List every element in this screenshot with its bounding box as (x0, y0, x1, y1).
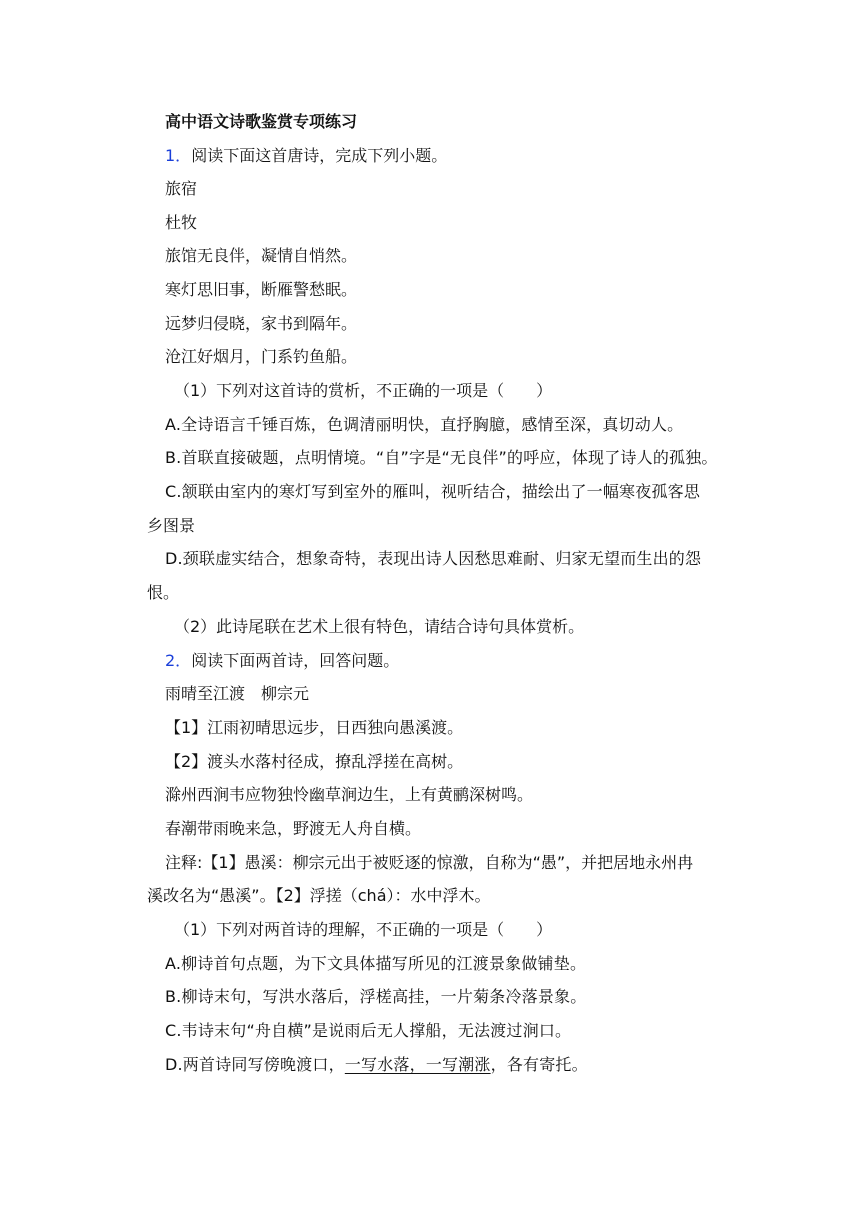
option-d: D.颈联虚实结合，想象奇特，表现出诗人因愁思难耐、归家无望而生出的怨 (165, 549, 702, 568)
option-a: A.柳诗首句点题，为下文具体描写所见的江渡景象做铺垫。 (165, 954, 587, 973)
question-1-sub1: （1）下列对这首诗的赏析，不正确的一项是（ ） (174, 381, 553, 400)
option-c-continued: 乡图景 (147, 516, 196, 535)
question-2-prompt-text: 阅读下面两首诗，回答问题。 (191, 651, 400, 670)
option-c: C.韦诗末句“舟自横”是说雨后无人撑船，无法渡过涧口。 (165, 1021, 572, 1040)
poem-line: 【2】渡头水落村径成，撩乱浮搓在高树。 (165, 752, 464, 771)
question-1-prompt (165, 148, 735, 164)
poem-title: 旅宿 (165, 179, 198, 198)
annotation-continued: 溪改名为“愚溪”。【2】浮搓（chá）：水中浮木。 (147, 886, 491, 905)
poem-line: 滁州西涧韦应物独怜幽草涧边生，上有黄鹂深树鸣。 (165, 785, 534, 804)
question-1-sub2: （2）此诗尾联在艺术上很有特色，请结合诗句具体赏析。 (174, 617, 585, 636)
poem-author: 杜牧 (165, 213, 198, 232)
poem-line: 寒灯思旧事，断雁警愁眠。 (165, 280, 358, 299)
question-2-prompt (165, 653, 735, 669)
option-b: B.柳诗末句，写洪水落后，浮槎高挂，一片菊条冷落景象。 (165, 987, 587, 1006)
page-title: 高中语文诗歌鉴赏专项练习 (165, 112, 358, 131)
option-b: B.首联直接破题，点明情境。“自”字是“无良伴”的呼应，体现了诗人的孤独。 (165, 448, 718, 467)
underlined-text: 一写水落，一写潮涨 (344, 1055, 491, 1074)
question-2-sub1: （1）下列对两首诗的理解，不正确的一项是（ ） (174, 920, 553, 939)
poem-heading: 雨晴至江渡 柳宗元 (165, 684, 310, 703)
option-d (165, 1057, 735, 1073)
question-1-number: 1． (165, 146, 192, 165)
poem-line: 远梦归侵晓，家书到隔年。 (165, 314, 358, 333)
question-2-number: 2． (165, 651, 192, 670)
question-1-prompt-text: 阅读下面这首唐诗，完成下列小题。 (191, 146, 448, 165)
poem-line: 春潮带雨晚来急，野渡无人舟自横。 (165, 819, 422, 838)
option-c: C.颔联由室内的寒灯写到室外的雁叫，视听结合，描绘出了一幅寒夜孤客思 (165, 482, 701, 501)
option-d-text-end: ，各有寄托。 (490, 1055, 588, 1074)
option-d-continued: 恨。 (147, 583, 180, 602)
poem-line: 沧江好烟月，门系钓鱼船。 (165, 347, 358, 366)
annotation: 注释:【1】愚溪：柳宗元出于被贬逐的惊激，自称为“愚”，并把居地永州冉 (165, 853, 694, 872)
poem-line: 旅馆无良伴，凝情自悄然。 (165, 246, 358, 265)
option-a: A.全诗语言千锤百炼，色调清丽明快，直抒胸臆，感情至深，真切动人。 (165, 415, 684, 434)
poem-line: 【1】江雨初晴思远步，日西独向愚溪渡。 (165, 718, 464, 737)
option-d-text: D.两首诗同写傍晚渡口， (165, 1055, 345, 1074)
